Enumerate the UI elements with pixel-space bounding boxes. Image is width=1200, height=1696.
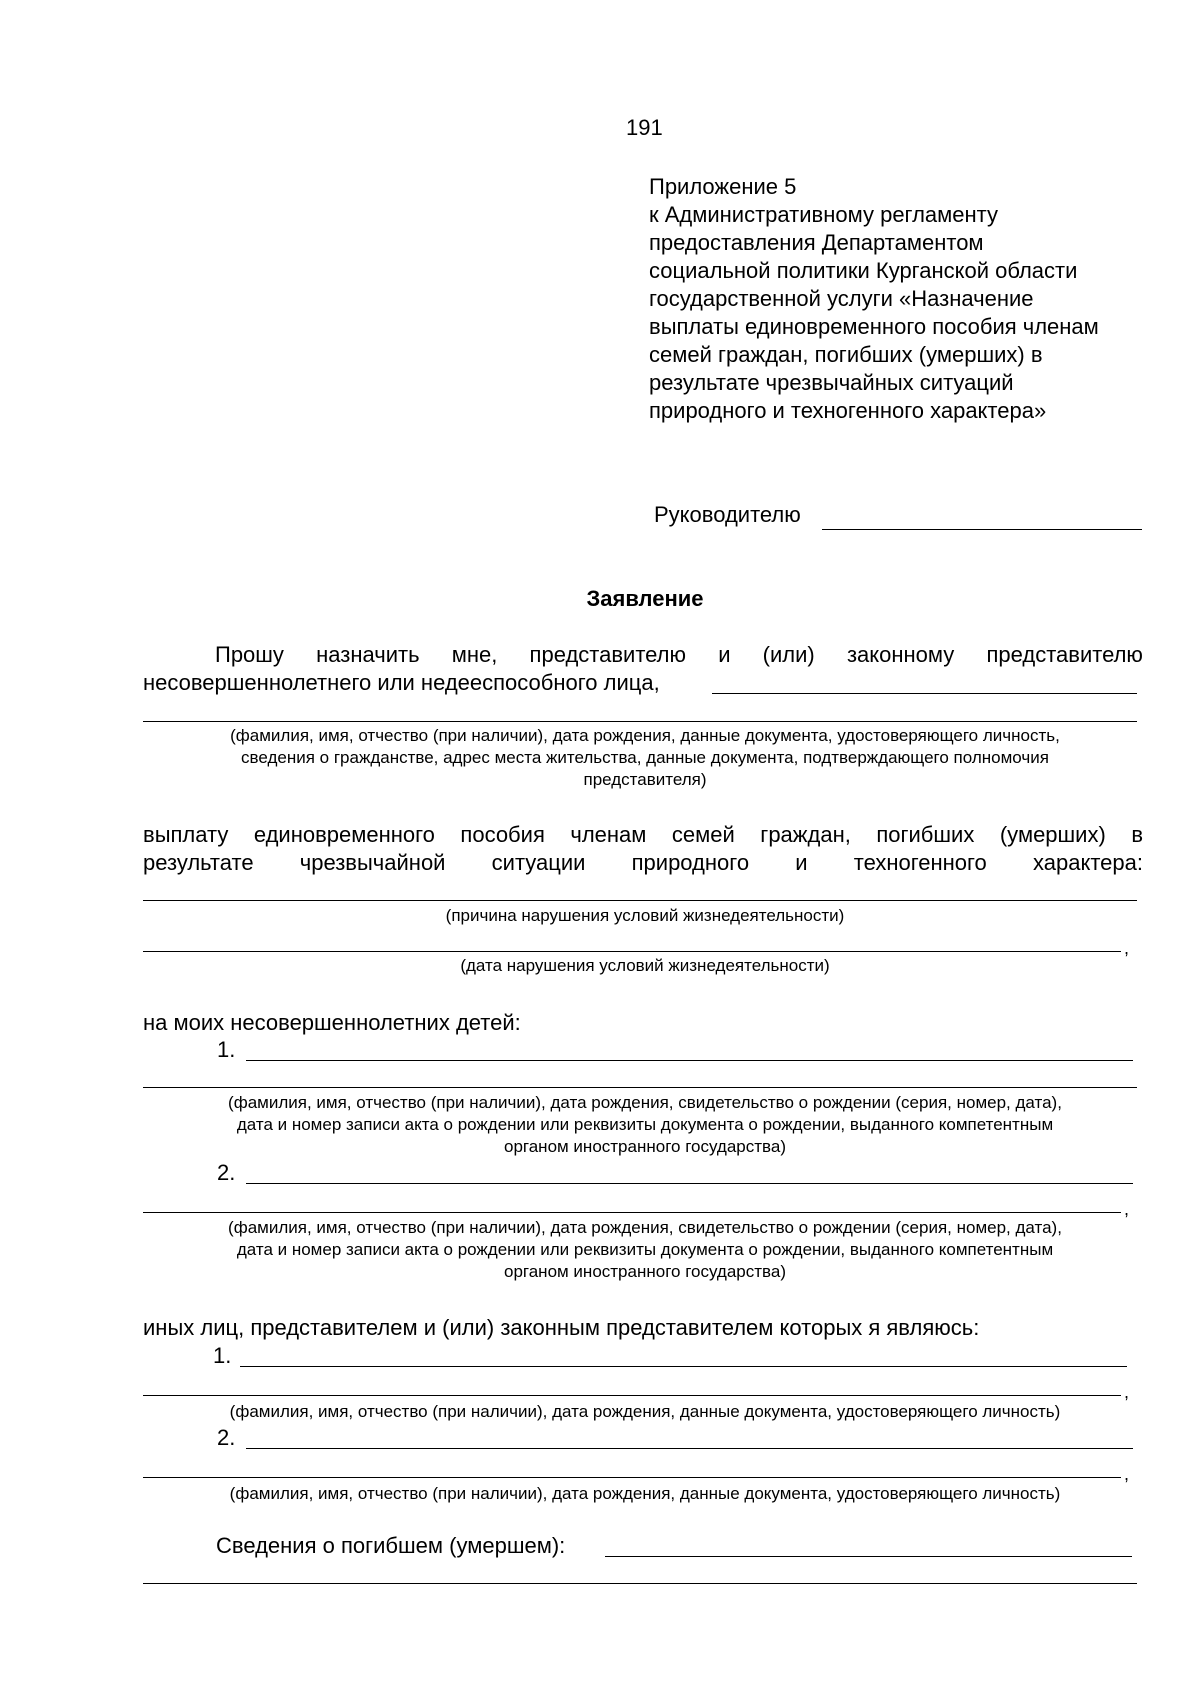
caption-other-1: (фамилия, имя, отчество (при наличии), дата рождения, данные документа, удостоверяющего личность) <box>229 1402 1061 1421</box>
page-number: 191 <box>626 115 663 140</box>
appendix-line: результате чрезвычайных ситуаций <box>649 370 1014 395</box>
word: чрезвычайной <box>299 850 446 875</box>
other-1-field-1[interactable] <box>240 1366 1127 1367</box>
request-line-1 <box>215 642 1143 668</box>
child-1-field-2[interactable] <box>143 1087 1137 1088</box>
caption-applicant-1: (фамилия, имя, отчество (при наличии), дата рождения, данные документа, удостоверяющего личность, <box>230 726 1060 745</box>
caption-applicant-3: представителя) <box>583 770 707 789</box>
applicant-field-1[interactable] <box>712 693 1137 694</box>
word: и <box>718 642 731 667</box>
comma: , <box>1124 1199 1130 1219</box>
word: (или) <box>762 642 815 667</box>
other-2-field-2[interactable] <box>143 1477 1121 1478</box>
appendix-line: предоставления Департаментом <box>649 230 984 255</box>
child-1-field-1[interactable] <box>246 1060 1133 1061</box>
word: результате <box>143 850 254 875</box>
other-2-number: 2. <box>217 1425 236 1450</box>
appendix-line: Приложение 5 <box>649 174 797 199</box>
other-2-field-1[interactable] <box>246 1448 1133 1449</box>
word: законному <box>846 642 955 667</box>
other-1-field-2[interactable] <box>143 1395 1121 1396</box>
word: характера: <box>1032 850 1143 875</box>
word: граждан, <box>760 822 851 847</box>
appendix-line: природного и техногенного характера» <box>649 398 1047 423</box>
appendix-line: к Административному регламенту <box>649 202 999 227</box>
children-heading: на моих несовершеннолетних детей: <box>143 1010 521 1035</box>
word: и <box>795 850 808 875</box>
word: ситуации <box>491 850 586 875</box>
word: погибших <box>876 822 975 847</box>
caption-applicant-2: сведения о гражданстве, адрес места жительства, данные документа, подтверждающего полномочия <box>241 748 1049 767</box>
caption-child-1-line-1: (фамилия, имя, отчество (при наличии), дата рождения, свидетельство о рождении (серия, номер, дата), <box>228 1093 1062 1112</box>
word: пособия <box>460 822 545 847</box>
word: единовременного <box>253 822 435 847</box>
deceased-field-1[interactable] <box>605 1556 1132 1557</box>
word: природного <box>631 850 750 875</box>
word: в <box>1131 822 1143 847</box>
addressee-label: Руководителю <box>654 502 801 527</box>
word: техногенного <box>853 850 987 875</box>
date-field[interactable] <box>143 951 1121 952</box>
deceased-label: Сведения о погибшем (умершем): <box>216 1533 566 1558</box>
word: Прошу <box>215 642 284 667</box>
word: представителю <box>529 642 686 667</box>
word: членам <box>570 822 647 847</box>
document-title: Заявление <box>586 586 704 611</box>
addressee-field[interactable] <box>822 529 1142 530</box>
others-heading: иных лиц, представителем и (или) законным представителем которых я являюсь: <box>143 1315 980 1340</box>
request-line-2: несовершеннолетнего или недееспособного лица, <box>143 670 660 695</box>
child-2-number: 2. <box>217 1160 236 1185</box>
reason-field[interactable] <box>143 900 1137 901</box>
appendix-line: выплаты единовременного пособия членам <box>649 314 1099 339</box>
deceased-field-2[interactable] <box>143 1583 1137 1584</box>
caption-child-1-line-2: дата и номер записи акта о рождении или реквизиты документа о рождении, выданного компетентным <box>236 1115 1054 1134</box>
other-1-number: 1. <box>213 1343 232 1368</box>
caption-child-2-line-1: (фамилия, имя, отчество (при наличии), дата рождения, свидетельство о рождении (серия, номер, дата), <box>228 1218 1062 1237</box>
word: представителю <box>986 642 1143 667</box>
child-2-field-1[interactable] <box>246 1183 1133 1184</box>
child-1-number: 1. <box>217 1037 236 1062</box>
comma: , <box>1124 1464 1130 1484</box>
applicant-field-2[interactable] <box>143 721 1137 722</box>
caption-date: (дата нарушения условий жизнедеятельности) <box>460 956 830 975</box>
appendix-line: семей граждан, погибших (умерших) в <box>649 342 1043 367</box>
payment-line-2 <box>143 850 1143 876</box>
word: мне, <box>451 642 498 667</box>
payment-line-1 <box>143 822 1143 848</box>
comma: , <box>1124 1382 1130 1402</box>
appendix-line: государственной услуги «Назначение <box>649 286 1034 311</box>
caption-child-2-line-2: дата и номер записи акта о рождении или реквизиты документа о рождении, выданного компетентным <box>236 1240 1054 1259</box>
word: семей <box>671 822 735 847</box>
caption-child-1-line-3: органом иностранного государства) <box>503 1137 786 1156</box>
child-2-field-2[interactable] <box>143 1212 1121 1213</box>
caption-child-2-line-3: органом иностранного государства) <box>503 1262 786 1281</box>
word: выплату <box>143 822 229 847</box>
appendix-block <box>649 173 1099 425</box>
word: (умерших) <box>999 822 1106 847</box>
caption-other-2: (фамилия, имя, отчество (при наличии), дата рождения, данные документа, удостоверяющего личность) <box>229 1484 1061 1503</box>
word: назначить <box>316 642 420 667</box>
caption-reason: (причина нарушения условий жизнедеятельности) <box>445 906 845 925</box>
comma: , <box>1124 938 1130 958</box>
appendix-line: социальной политики Курганской области <box>649 258 1078 283</box>
